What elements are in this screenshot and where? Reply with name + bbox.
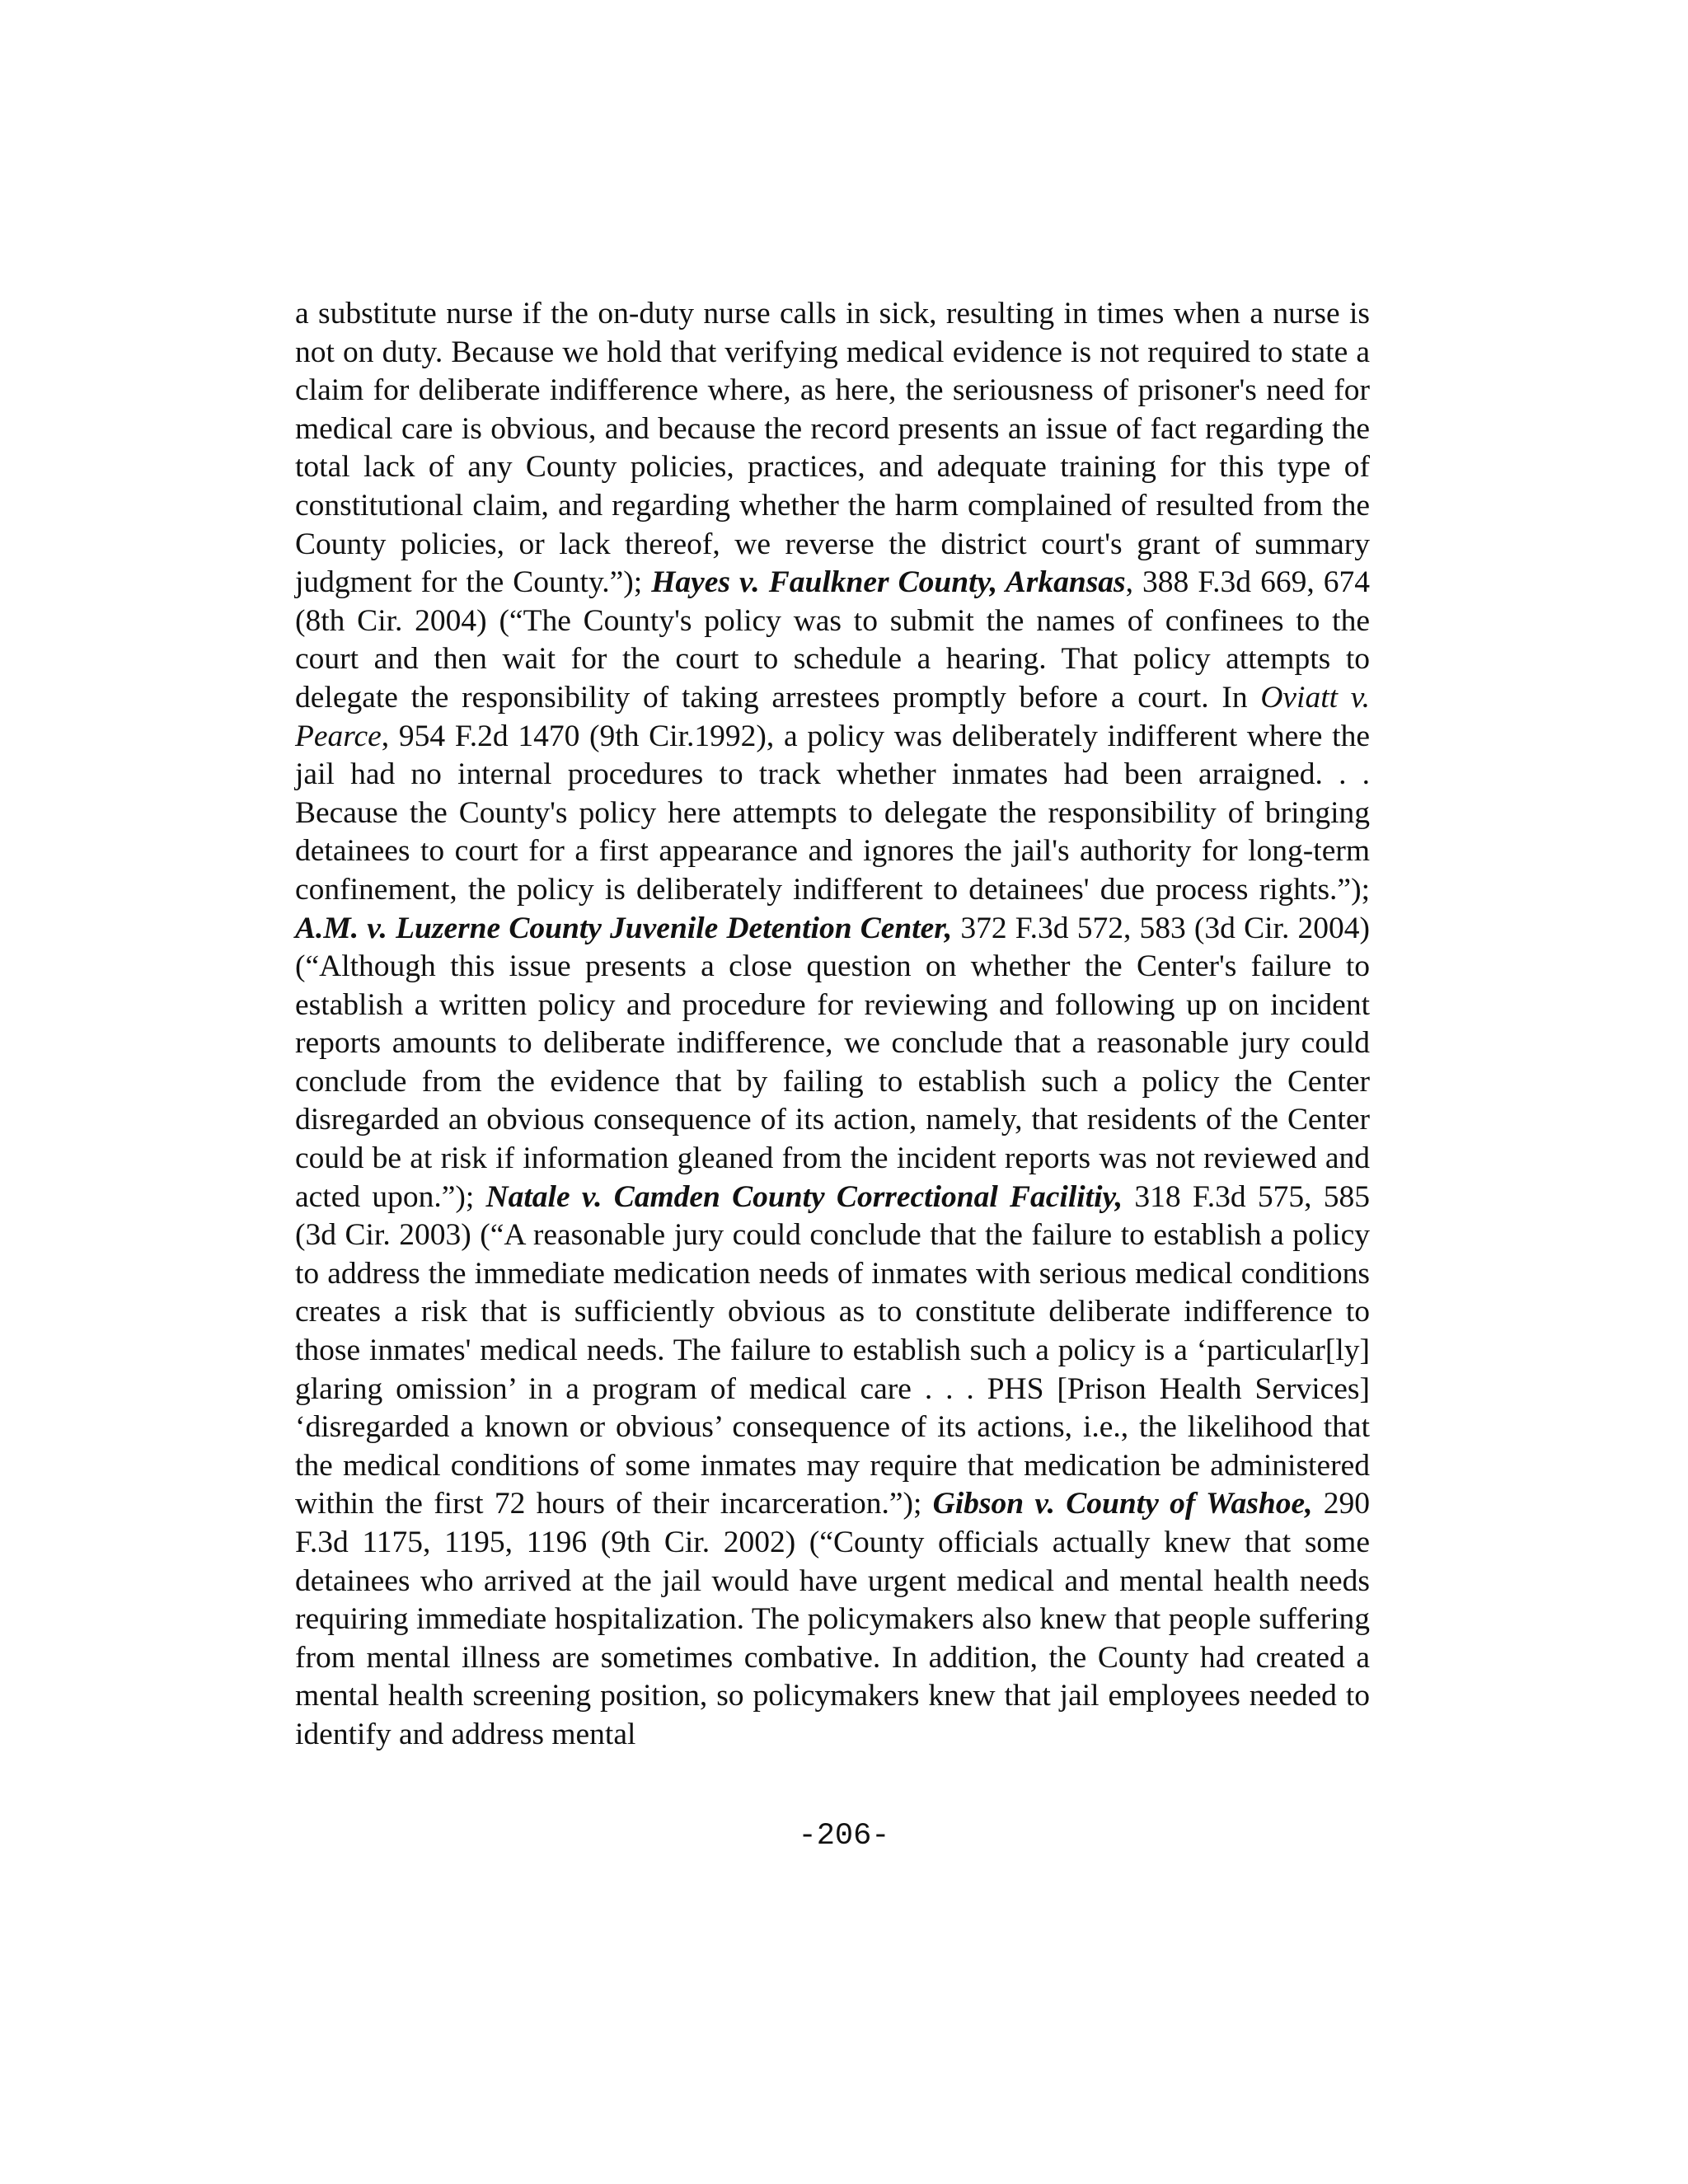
text-segment: , 388 F.3d 669, 674 (8th Cir. 2004) (“The County's policy was to submit the names of confinees to the court and then wait for the court to schedule a hearing. That policy attempts to delegate the responsibility of taking arrestees promptly before a court. In [295, 565, 1370, 715]
text-segment: 290 F.3d 1175, 1195, 1196 (9th Cir. 2002) (“County officials actually knew that some detainees who arrived at the jail would have urgent medical and mental health needs requiring immediate hospitalization. The policymakers also knew that people suffering from mental illness are sometimes combative. In addition, the County had created a mental health screening position, so policymakers knew that jail employees needed to identify and address mental [295, 1487, 1371, 1751]
text-segment: 318 F.3d 575, 585 (3d Cir. 2003) (“A reasonable jury could conclude that the failure to establish a policy to address the immediate medication needs of inmates with serious medical conditions creates a risk that is sufficiently obvious as to constitute deliberate indifference to those inmates' medical needs. The failure to establish such a policy is a ‘particular[ly] glaring omission’ in a program of medical care . . . PHS [Prison Health Services] ‘disregarded a known or obvious’ consequence of its actions, i.e., the likelihood that the medical conditions of some inmates may require that medication be administered within the first 72 hours of their incarceration.”); [295, 1179, 1370, 1521]
case-citation-oviatt: Oviatt v. Pearce [295, 680, 1370, 753]
text-segment: a substitute nurse if the on-duty nurse calls in sick, resulting in times when a nurse is not on duty. Because we hold that verifying medical evidence is not required to state a claim for deliberate indifference where, as here, the seriousness of prisoner's need for medical care is obvious, and because the record presents an issue of fact regarding the total lack of any County policies, practices, and adequate training for this type of constitutional claim, and regarding whether the harm complained of resulted from the County policies, or lack thereof, we reverse the district court's grant of summary judgment for the County.”); [295, 297, 1370, 600]
case-citation-natale: Natale v. Camden County Correctional Facilitiy, [485, 1179, 1123, 1214]
page-number: -206- [798, 1819, 890, 1854]
text-segment: , 954 F.2d 1470 (9th Cir.1992), a policy was deliberately indifferent where the jail had no internal procedures to track whether inmates had been arraigned. . . Because the County's policy here attempts to delegate the responsibility of bringing detainees to court for a first appearance and ignores the jail's authority for long-term confinement, the policy is deliberately indifferent to detainees' due process rights.”); [295, 719, 1370, 907]
case-citation-am-luzerne: A.M. v. Luzerne County Juvenile Detention Center, [295, 911, 953, 945]
case-citation-hayes: Hayes v. Faulkner County, Arkansas [651, 565, 1126, 600]
body-paragraph [295, 295, 1370, 1755]
text-segment: 372 F.3d 572, 583 (3d Cir. 2004) (“Although this issue presents a close question on whether the Center's failure to establish a written policy and procedure for reviewing and following up on incident reports amounts to deliberate indifference, we conclude that a reasonable jury could conclude from the evidence that by failing to establish such a policy the Center disregarded an obvious consequence of its action, namely, that residents of the Center could be at risk if information gleaned from the incident reports was not reviewed and acted upon.”); [295, 911, 1370, 1214]
case-citation-gibson: Gibson v. County of Washoe, [932, 1487, 1313, 1521]
